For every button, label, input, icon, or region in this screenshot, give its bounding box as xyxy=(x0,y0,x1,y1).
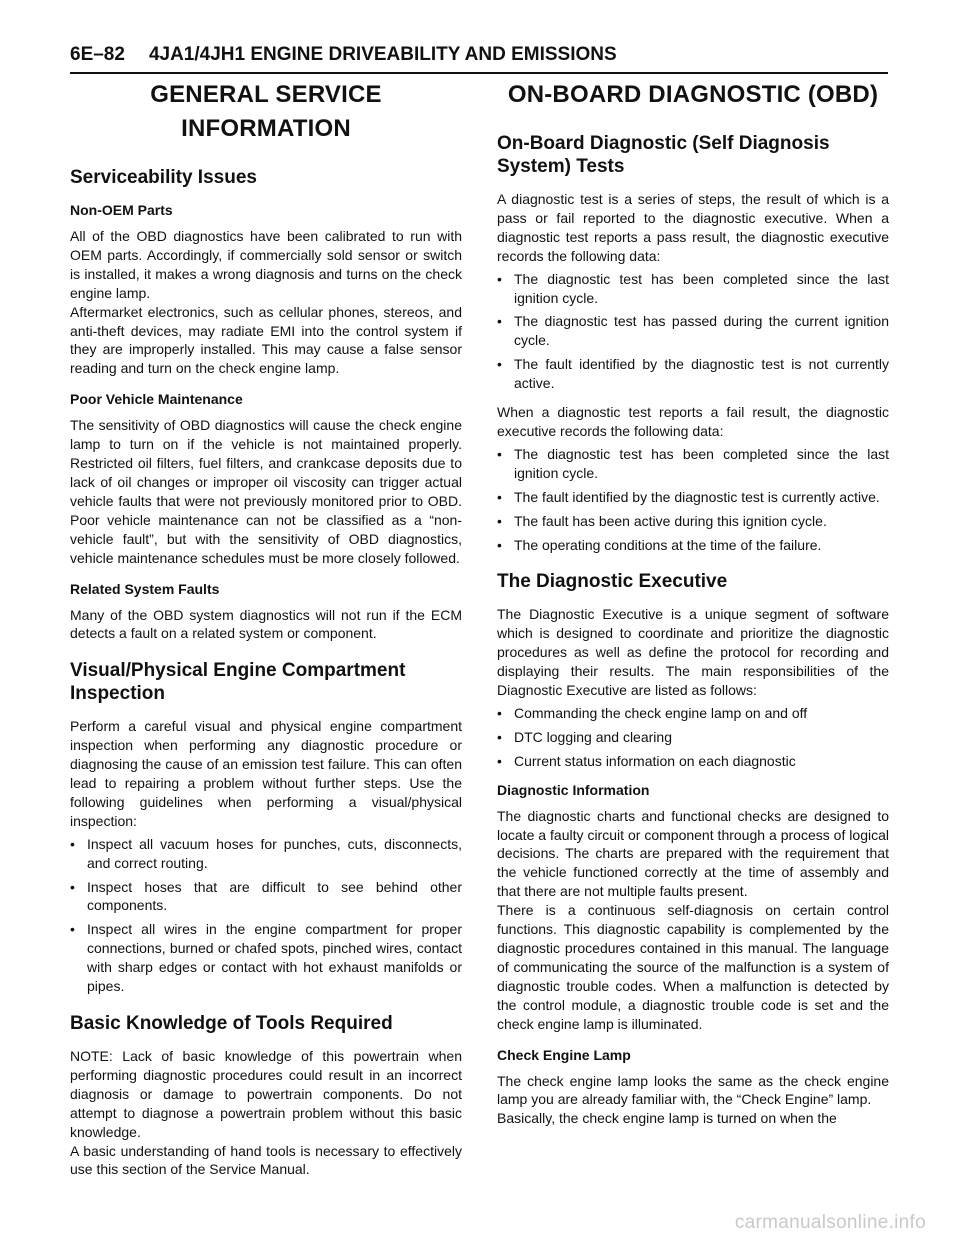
paragraph: The diagnostic charts and functional checks are designed to locate a faulty circuit or component through a process of logical decisions. The charts are prepared with the requirement that the vehicle functioned correctly at the time of assembly and that there are not multiple faults present. xyxy=(497,807,889,900)
paragraph: Many of the OBD system diagnostics will not run if the ECM detects a fault on a related system or component. xyxy=(70,606,462,642)
subheading-check-engine-lamp: Check Engine Lamp xyxy=(497,1046,631,1063)
list-item: • The diagnostic test has been completed since the last ignition cycle. xyxy=(497,445,889,483)
pass-result-list xyxy=(497,270,889,393)
page-number: 6E–82 xyxy=(70,44,125,65)
list-item: • DTC logging and clearing xyxy=(497,728,889,747)
paragraph: When a diagnostic test reports a fail result, the diagnostic executive records the following data: xyxy=(497,404,889,439)
list-item: • The diagnostic test has been completed since the last ignition cycle. xyxy=(497,270,889,308)
obd-tests-section xyxy=(497,132,889,554)
note-paragraph: NOTE: Lack of basic knowledge of this powertrain when performing diagnostic procedures could result in an incorrect diagnosis or damage to powertrain components. Do not attempt to diagnose a powertrain problem without this basic knowledge. xyxy=(70,1048,462,1140)
paragraph: There is a continuous self-diagnosis on certain control functions. This diagnostic capability is complemented by the diagnostic procedures contained in this manual. The language of communicating the source of the malfunction is a system of diagnostic trouble codes. When a malfunction is detected by the control module, a diagnostic trouble code is set and the check engine lamp is illuminated. xyxy=(497,902,889,1032)
list-item: • The diagnostic test has passed during the current ignition cycle. xyxy=(497,312,889,350)
section-title-obd: ON-BOARD DIAGNOSTIC (OBD) xyxy=(507,81,879,108)
heading-visual-inspection: Visual/Physical Engine Compartment Inspection xyxy=(70,660,406,705)
heading-diagnostic-executive: The Diagnostic Executive xyxy=(497,571,728,593)
left-column xyxy=(70,78,462,1195)
list-item: • The fault identified by the diagnostic test is not currently active. xyxy=(497,355,889,393)
manual-title: 4JA1/4JH1 ENGINE DRIVEABILITY AND EMISSIONS xyxy=(148,44,617,65)
subheading-diagnostic-information: Diagnostic Information xyxy=(497,781,650,798)
heading-serviceability: Serviceability Issues xyxy=(70,167,257,188)
section-title-general: GENERAL SERVICE INFORMATION xyxy=(150,81,382,142)
heading-tools: Basic Knowledge of Tools Required xyxy=(70,1013,393,1034)
subheading-poor-maintenance: Poor Vehicle Maintenance xyxy=(70,391,243,408)
subheading-related-faults: Related System Faults xyxy=(70,580,220,597)
paragraph: A diagnostic test is a series of steps, the result of which is a pass or fail reported to the diagnostic executive. When a diagnostic test reports a pass result, the diagnostic executive records the following data: xyxy=(497,191,889,264)
list-item: • Inspect hoses that are difficult to see behind other components. xyxy=(70,878,462,916)
visual-inspection-section xyxy=(70,659,462,996)
list-item: • The operating conditions at the time of the failure. xyxy=(497,536,889,555)
responsibilities-list xyxy=(497,704,889,771)
paragraph: Basically, the check engine lamp is turned on when the xyxy=(497,1110,837,1127)
fail-result-list xyxy=(497,445,889,555)
paragraph: All of the OBD diagnostics have been calibrated to run with OEM parts. Accordingly, if commercially sold sensor or switch is installed, it makes a wrong diagnosis and turns on the check engine lamp. xyxy=(70,228,462,301)
inspection-list xyxy=(70,835,462,996)
list-item: • Inspect all vacuum hoses for punches, cuts, disconnects, and correct routing. xyxy=(70,835,462,873)
list-item: • Commanding the check engine lamp on and off xyxy=(497,704,889,723)
subheading-non-oem: Non-OEM Parts xyxy=(70,202,173,218)
page-header xyxy=(70,38,888,74)
watermark: carmanualsonline.info xyxy=(734,1212,926,1233)
serviceability-section xyxy=(70,166,462,643)
list-item: • Inspect all wires in the engine compartment for proper connections, burned or chafed spots, pinched wires, contact with sharp edges or contact with hot exhaust manifolds or pipes. xyxy=(70,920,462,996)
right-column xyxy=(497,78,889,1144)
paragraph: The check engine lamp looks the same as the check engine lamp you are already familiar with, the “Check Engine” lamp. xyxy=(497,1072,889,1108)
paragraph: The sensitivity of OBD diagnostics will cause the check engine lamp to turn on if the vehicle is not maintained properly. Restricted oil filters, fuel filters, and crankcase deposits due to lack of oil changes or improper oil viscosity can trigger actual vehicle faults that were not previously monitored prior to OBD. Poor vehicle maintenance can not be classified as a “non-vehicle fault”, but with the sensitivity of OBD diagnostics, vehicle maintenance schedules must be more closely followed. xyxy=(70,417,462,566)
heading-obd-tests: On-Board Diagnostic (Self Diagnosis System) Tests xyxy=(497,133,830,177)
list-item: • Current status information on each diagnostic xyxy=(497,752,889,771)
tools-section xyxy=(70,1012,462,1179)
paragraph: Perform a careful visual and physical engine compartment inspection when performing any diagnostic procedure or diagnosing the cause of an emission test failure. This can often lead to repairing a problem without further steps. Use the following guidelines when performing a visual/physical inspection: xyxy=(70,718,462,829)
list-item: • The fault identified by the diagnostic test is currently active. xyxy=(497,488,889,507)
list-item: • The fault has been active during this ignition cycle. xyxy=(497,512,889,531)
diagnostic-executive-section xyxy=(497,570,889,1128)
paragraph: A basic understanding of hand tools is necessary to effectively use this section of the Service Manual. xyxy=(70,1142,462,1178)
paragraph: Aftermarket electronics, such as cellular phones, stereos, and anti-theft devices, may radiate EMI into the control system if they are improperly installed. This may cause a false sensor reading and turn on the check engine lamp. xyxy=(70,303,462,377)
paragraph: The Diagnostic Executive is a unique segment of software which is designed to coordinate and prioritize the diagnostic procedures as well as define the protocol for recording and displaying their results. The main responsibilities of the Diagnostic Executive are listed as follows: xyxy=(497,606,889,699)
